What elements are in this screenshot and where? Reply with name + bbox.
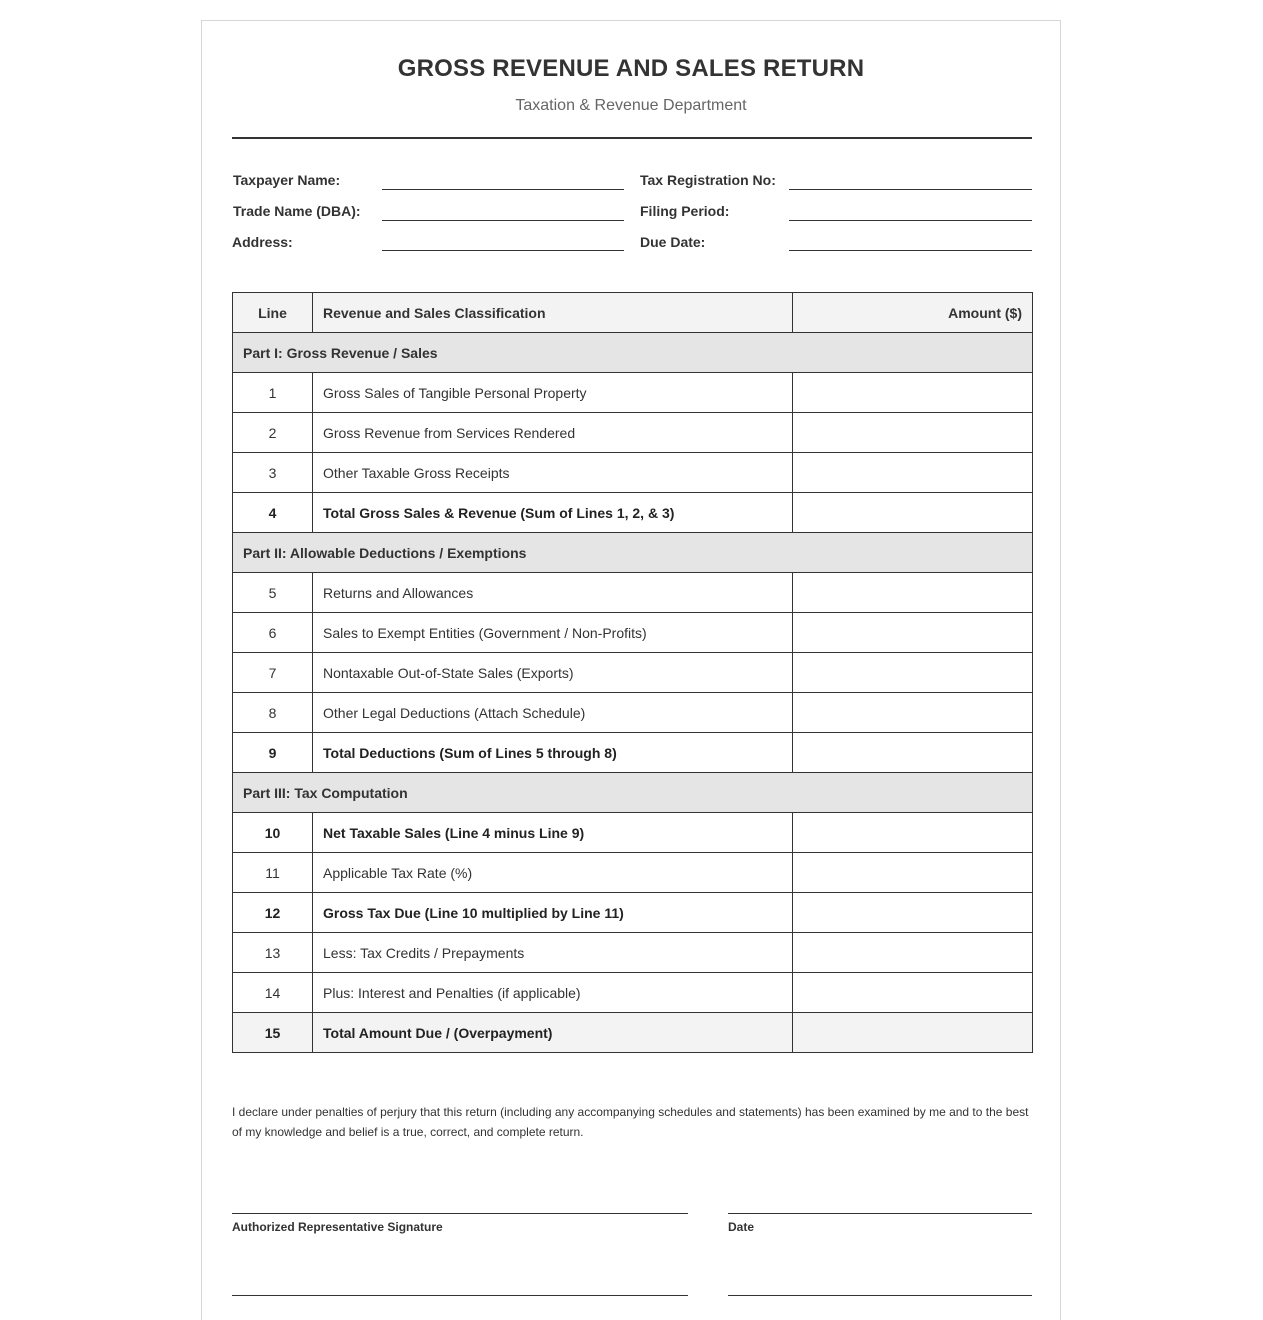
line-column-header: Line [233,293,313,333]
line-number: 1 [233,373,313,413]
taxpayer-name-label: Taxpayer Name: [233,172,341,188]
amount-cell[interactable] [793,1013,1033,1053]
table-row [233,413,1033,453]
amount-cell[interactable] [793,413,1033,453]
section-title: Part III: Tax Computation [233,773,1033,813]
table-row [233,453,1033,493]
amount-cell[interactable] [793,973,1033,1013]
revenue-table [232,292,1033,1053]
amount-cell[interactable] [793,733,1033,773]
line-number: 5 [233,573,313,613]
line-number: 6 [233,613,313,653]
line-description: Plus: Interest and Penalties (if applicable) [313,973,793,1013]
line-description: Gross Revenue from Services Rendered [313,413,793,453]
amount-column-header: Amount ($) [793,293,1033,333]
line-description: Gross Sales of Tangible Personal Property [313,373,793,413]
table-row [233,893,1033,933]
signature-line[interactable] [232,1213,688,1214]
filing-period-label: Filing Period: [640,203,730,219]
line-description: Gross Tax Due (Line 10 multiplied by Line 11) [313,893,793,933]
section-title: Part II: Allowable Deductions / Exemptions [233,533,1033,573]
section-row-part2 [233,533,1033,573]
table-row [233,653,1033,693]
line-description: Applicable Tax Rate (%) [313,853,793,893]
table-row [233,693,1033,733]
amount-cell[interactable] [793,933,1033,973]
table-row [233,853,1033,893]
trade-name-label: Trade Name (DBA): [233,203,361,219]
line-description: Nontaxable Out-of-State Sales (Exports) [313,653,793,693]
department-subtitle: Taxation & Revenue Department [515,97,747,114]
table-header-row [233,293,1033,333]
amount-cell[interactable] [793,893,1033,933]
line-description: Total Gross Sales & Revenue (Sum of Lines 1, 2, & 3) [313,493,793,533]
line-number: 11 [233,853,313,893]
signature-label: Authorized Representative Signature [232,1220,443,1234]
due-date-field[interactable] [789,250,1032,251]
section-title: Part I: Gross Revenue / Sales [233,333,1033,373]
taxpayer-name-field[interactable] [382,189,624,190]
amount-cell[interactable] [793,693,1033,733]
section-row-part3 [233,773,1033,813]
amount-cell[interactable] [793,453,1033,493]
line-description: Sales to Exempt Entities (Government / Non-Profits) [313,613,793,653]
form-title: GROSS REVENUE AND SALES RETURN [397,55,865,82]
form-page [201,20,1061,1320]
amount-cell[interactable] [793,573,1033,613]
perjury-declaration: I declare under penalties of perjury that this return (including any accompanying schedules and statements) has been examined by me and to the best of my knowledge and belief is a true, correct, and complete return. [232,1105,1029,1139]
line-description: Total Deductions (Sum of Lines 5 through 8) [313,733,793,773]
table-row [233,733,1033,773]
amount-cell[interactable] [793,653,1033,693]
table-row [233,813,1033,853]
line-description: Returns and Allowances [313,573,793,613]
table-row-total [233,1013,1033,1053]
line-number: 10 [233,813,313,853]
line-number: 7 [233,653,313,693]
table-row [233,933,1033,973]
amount-cell[interactable] [793,613,1033,653]
table-row [233,373,1033,413]
line-number: 15 [233,1013,313,1053]
line-description: Less: Tax Credits / Prepayments [313,933,793,973]
line-number: 8 [233,693,313,733]
date-label: Date [728,1220,755,1234]
table-row [233,613,1033,653]
amount-cell[interactable] [793,813,1033,853]
line-description: Total Amount Due / (Overpayment) [313,1013,793,1053]
header-divider [232,137,1032,139]
date-line[interactable] [728,1213,1032,1214]
amount-cell[interactable] [793,373,1033,413]
filing-period-field[interactable] [789,220,1032,221]
table-row [233,973,1033,1013]
line-number: 4 [233,493,313,533]
line-number: 3 [233,453,313,493]
table-row [233,573,1033,613]
tax-registration-field[interactable] [789,189,1032,190]
amount-cell[interactable] [793,853,1033,893]
address-label: Address: [232,234,293,250]
line-number: 9 [233,733,313,773]
line-description: Other Taxable Gross Receipts [313,453,793,493]
tax-registration-label: Tax Registration No: [640,172,776,188]
line-number: 12 [233,893,313,933]
due-date-label: Due Date: [640,234,706,250]
line-number: 14 [233,973,313,1013]
table-row [233,493,1033,533]
line-number: 13 [233,933,313,973]
classification-column-header: Revenue and Sales Classification [313,293,793,333]
line-description: Other Legal Deductions (Attach Schedule) [313,693,793,733]
address-field[interactable] [382,250,624,251]
line-description: Net Taxable Sales (Line 4 minus Line 9) [313,813,793,853]
section-row-part1 [233,333,1033,373]
trade-name-field[interactable] [382,220,624,221]
amount-cell[interactable] [793,493,1033,533]
line-number: 2 [233,413,313,453]
